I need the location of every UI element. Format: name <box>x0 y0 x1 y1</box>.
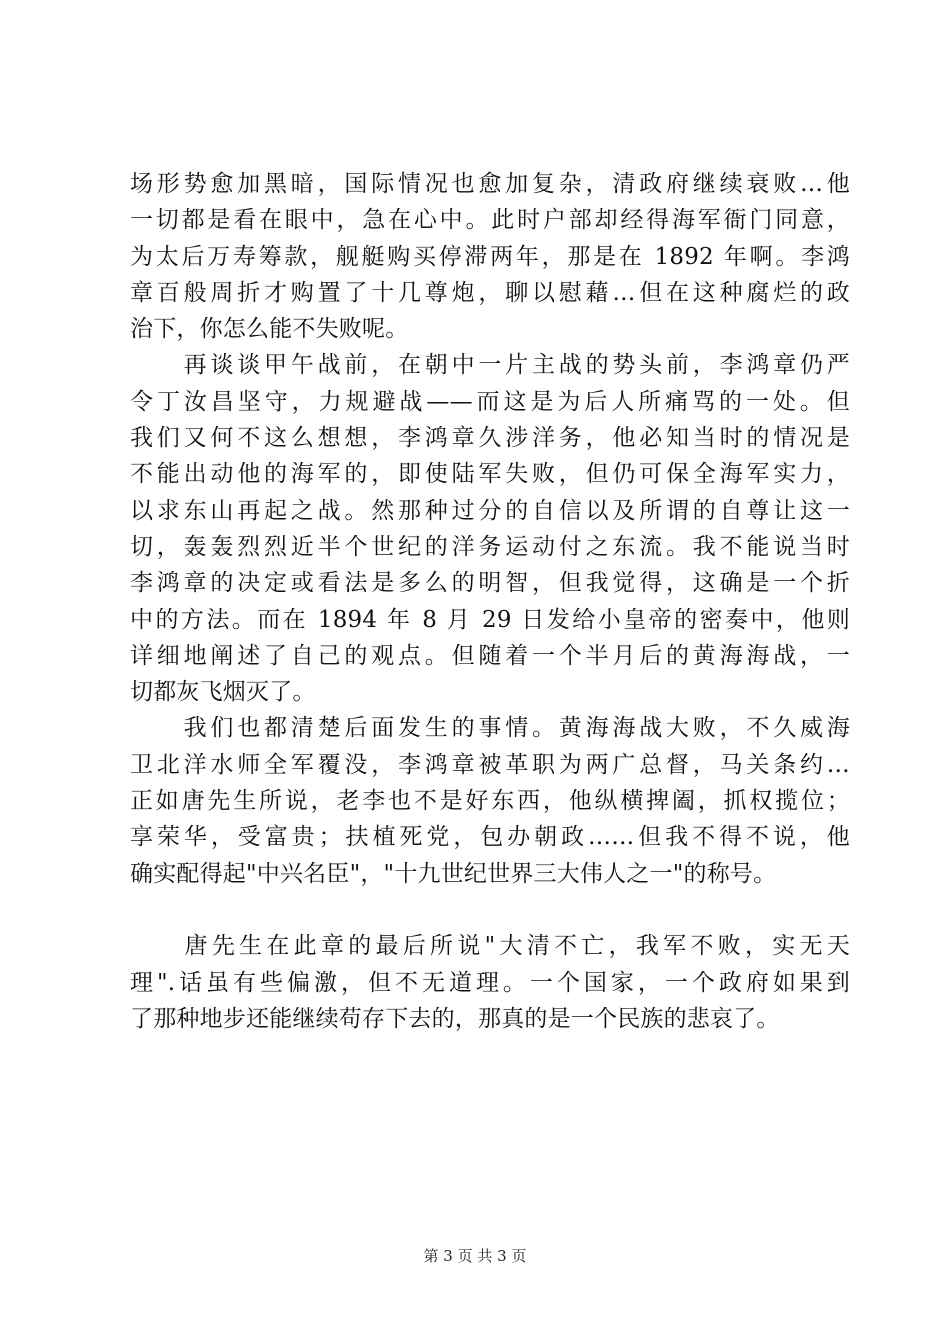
text-line: 确实配得起"中兴名臣"，"十九世纪世界三大伟人之一"的称号。 <box>130 860 777 887</box>
text-line: 唐先生在此章的最后所说"大清不亡，我军不败，实无天 <box>130 933 850 960</box>
text-line: 卫北洋水师全军覆没，李鸿章被革职为两广总督，马关条约… <box>130 751 850 778</box>
text-line: 正如唐先生所说，老李也不是好东西，他纵横捭阖，抓权揽位； <box>130 788 850 815</box>
text-line: 了那种地步还能继续苟存下去的，那真的是一个民族的悲哀了。 <box>130 1005 780 1032</box>
text-line: 治下，你怎么能不失败呢。 <box>130 316 409 343</box>
text-line: 理".话虽有些偏激，但不无道理。一个国家，一个政府如果到 <box>130 969 850 996</box>
text-line: 场形势愈加黑暗，国际情况也愈加复杂，清政府继续衰败…他 <box>130 171 850 197</box>
text-line: 再谈谈甲午战前，在朝中一片主战的势头前，李鸿章仍严 <box>130 352 850 379</box>
body-text <box>130 166 850 1037</box>
text-line: 中的方法。而在 1894 年 8 月 29 日发给小皇帝的密奏中，他则 <box>130 606 850 633</box>
text-line: 享荣华，受富贵；扶植死党，包办朝政……但我不得不说，他 <box>130 824 850 851</box>
text-line: 令丁汝昌坚守，力规避战——而这是为后人所痛骂的一处。但 <box>130 388 850 415</box>
text-line: 一切都是看在眼中，急在心中。此时户部却经得海军衙门同意， <box>130 207 850 234</box>
text-line: 我们又何不这么想想，李鸿章久涉洋务，他必知当时的情况是 <box>130 425 850 452</box>
paragraph-gap <box>130 892 850 928</box>
text-line: 不能出动他的海军的，即使陆军失败，但仍可保全海军实力， <box>130 461 850 488</box>
text-line: 为太后万寿筹款，舰艇购买停滞两年，那是在 1892 年啊。李鸿 <box>130 243 850 270</box>
text-line: 切都灰飞烟灭了。 <box>130 679 316 706</box>
text-line: 以求东山再起之战。然那种过分的自信以及所谓的自尊让这一 <box>130 497 850 524</box>
text-line: 详细地阐述了自己的观点。但随着一个半月后的黄海海战，一 <box>130 642 850 669</box>
page-footer: 第 3 页 共 3 页 <box>423 1247 527 1265</box>
text-line: 李鸿章的决定或看法是多么的明智，但我觉得，这确是一个折 <box>130 570 850 597</box>
text-line: 我们也都清楚后面发生的事情。黄海海战大败，不久威海 <box>130 715 850 742</box>
text-line: 切，轰轰烈烈近半个世纪的洋务运动付之东流。我不能说当时 <box>130 533 850 560</box>
text-line: 章百般周折才购置了十几尊炮，聊以慰藉…但在这种腐烂的政 <box>130 279 850 306</box>
